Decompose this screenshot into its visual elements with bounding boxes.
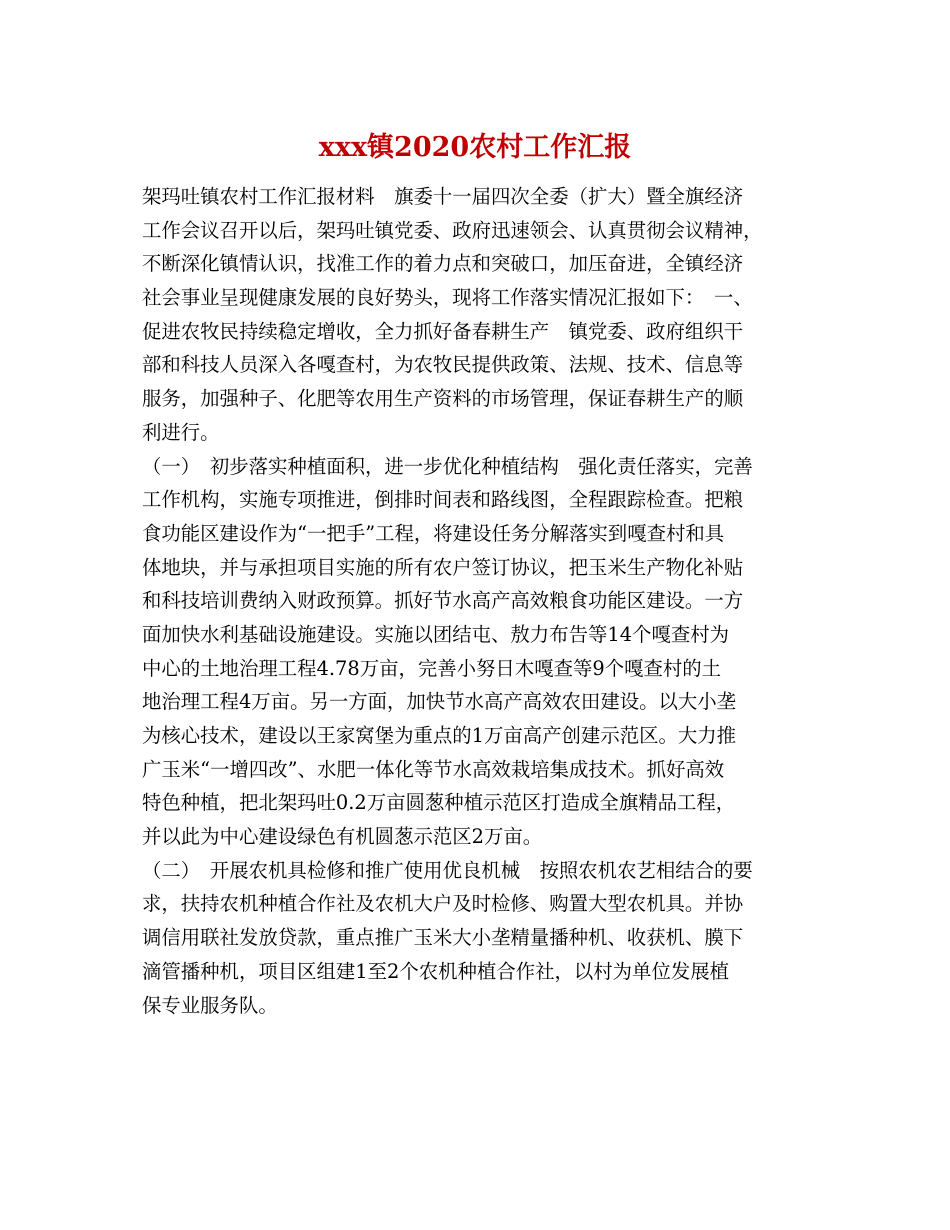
document-title: xxx镇2020农村工作汇报 xyxy=(318,132,632,163)
text-line: 不断深化镇情认识，找准工作的着力点和突破口，加压奋进，全镇经济 xyxy=(142,252,744,276)
text-line: 和科技培训费纳入财政预算。抓好节水高产高效粮食功能区建设。一方 xyxy=(142,589,744,613)
text-line: 服务，加强种子、化肥等农用生产资料的市场管理，保证春耕生产的顺 xyxy=(142,387,744,411)
text-line: 广玉米“一增四改”、水肥一体化等节水高效栽培集成技术。抓好高效 xyxy=(142,757,725,781)
document-body xyxy=(142,180,824,1022)
text-line: 工作会议召开以后，架玛吐镇党委、政府迅速领会、认真贯彻会议精神， xyxy=(142,218,763,242)
text-line: 地治理工程4万亩。另一方面，加快节水高产高效农田建设。以大小垄 xyxy=(142,690,737,714)
text-line: 保专业服务队。 xyxy=(142,993,278,1017)
text-line: 架玛吐镇农村工作汇报材料 旗委十一届四次全委（扩大）暨全旗经济 xyxy=(142,185,744,208)
text-line: 促进农牧民持续稳定增收，全力抓好备春耕生产 镇党委、政府组织干 xyxy=(142,319,744,343)
text-line: 社会事业呈现健康发展的良好势头，现将工作落实情况汇报如下： 一、 xyxy=(142,286,753,310)
text-line: 食功能区建设作为“一把手”工程，将建设任务分解落实到嘎查村和具 xyxy=(142,521,725,545)
text-line: （二） 开展农机具检修和推广使用优良机械 按照农机农艺相结合的要 xyxy=(142,858,753,882)
text-line: 部和科技人员深入各嘎查村，为农牧民提供政策、法规、技术、信息等 xyxy=(142,353,744,377)
text-line: 面加快水利基础设施建设。实施以团结屯、敖力布告等14个嘎查村为 xyxy=(142,622,730,646)
text-line: 工作机构，实施专项推进，倒排时间表和路线图，全程跟踪检查。把粮 xyxy=(142,488,744,512)
text-line: 调信用联社发放贷款，重点推广玉米大小垄精量播种机、收获机、膜下 xyxy=(142,926,744,950)
text-line: 利进行。 xyxy=(142,420,220,444)
paragraph-section-2 xyxy=(142,854,824,1022)
text-line: 滴管播种机，项目区组建1至2个农机种植合作社，以村为单位发展植 xyxy=(142,959,730,983)
text-line: 中心的土地治理工程4.78万亩，完善小努日木嘎查等9个嘎查村的土 xyxy=(142,656,722,680)
text-line: 体地块，并与承担项目实施的所有农户签订协议，把玉米生产物化补贴 xyxy=(142,555,744,579)
text-line: 求，扶持农机种植合作社及农机大户及时检修、购置大型农机具。并协 xyxy=(142,892,744,916)
paragraph-section-1 xyxy=(142,450,824,854)
text-line: 并以此为中心建设绿色有机圆葱示范区2万亩。 xyxy=(142,825,543,849)
text-line: 特色种植，把北架玛吐0.2万亩圆葱种植示范区打造成全旗精品工程， xyxy=(142,791,736,815)
text-line: （一） 初步落实种植面积，进一步优化种植结构 强化责任落实，完善 xyxy=(142,454,753,478)
text-line: 为核心技术，建设以王家窝堡为重点的1万亩高产创建示范区。大力推 xyxy=(142,724,737,747)
paragraph-intro xyxy=(142,180,824,450)
